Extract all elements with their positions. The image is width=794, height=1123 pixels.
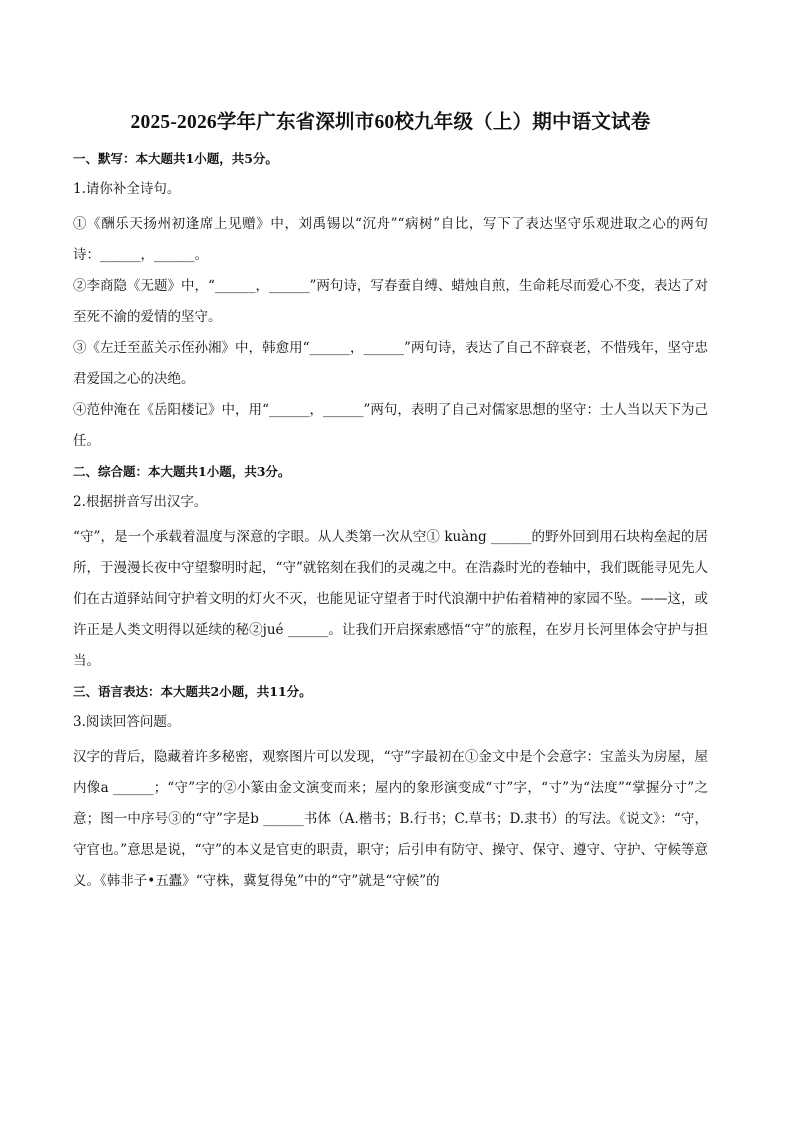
section-2 — [73, 463, 708, 677]
exam-title: 2025-2026学年广东省深圳市60校九年级（上）期中语文试卷 — [130, 112, 651, 133]
section-3 — [73, 683, 708, 897]
question-paragraph: “守”，是一个承载着温度与深意的字眼。从人类第一次从空① kuàng ______的野外回到用石块构垒起的居所，于漫漫长夜中守望黎明时起，“守”就铭刻在我们的灵魂之中。在浩淼时光的卷轴中，我们既能寻见先人们在古道驿站间守护着文明的灯火不灭，也能见证守望者于时代浪潮中护佑着精神的家园不坠。——这，或许正是人类文明得以延续的秘②jué ______。让我们开启探索感悟“守”的旅程，在岁月长河里体会守护与担当。 — [73, 529, 708, 669]
section-heading: 一、默写：本大题共1小题，共5分。 — [73, 151, 278, 166]
section-heading: 二、综合题：本大题共1小题，共3分。 — [73, 464, 291, 479]
question-paragraph: ④范仲淹在《岳阳楼记》中，用“______，______”两句，表明了自己对儒家思想的坚守：士人当以天下为己任。 — [73, 402, 708, 449]
question-title: 2.根据拼音写出汉字。 — [73, 494, 208, 510]
question-paragraph: 汉字的背后，隐藏着许多秘密，观察图片可以发现，“守”字最初在①金文中是个会意字：宝盖头为房屋，屋内像a ______；“守”字的②小篆由金文演变而来；屋内的象形演变成“寸”字，“寸”为“法度”“掌握分寸”之意；图一中序号③的“守”字是b ______书体（A.楷书；B.行书；C.草书；D.隶书）的写法。《说文》：“守，守官也。”意思是说，“守”的本义是官吏的职责，职守；后引申有防守、操守、保守、遵守、守护、守候等意义。《韩非子•五蠹》“守株，冀复得兔”中的“守”就是“守候”的 — [73, 749, 708, 889]
question-paragraph: ③《左迁至蓝关示侄孙湘》中，韩愈用“______，______”两句诗，表达了自己不辞衰老，不惜残年，坚守忠君爱国之心的决绝。 — [73, 340, 708, 387]
section-heading: 三、语言表达：本大题共2小题，共11分。 — [73, 684, 312, 699]
question-title: 3.阅读回答问题。 — [73, 714, 181, 730]
question-title: 1.请你补全诗句。 — [73, 181, 181, 197]
section-1 — [73, 150, 708, 457]
question-paragraph: ②李商隐《无题》中，“______，______”两句诗，写春蚕自缚、蜡烛自煎，生命耗尽而爱心不变，表达了对至死不渝的爱情的坚守。 — [73, 278, 708, 325]
question-paragraph: ①《酬乐天扬州初逢席上见赠》中，刘禹锡以“沉舟”“病树”自比，写下了表达坚守乐观进取之心的两句诗：______，______。 — [73, 216, 708, 263]
